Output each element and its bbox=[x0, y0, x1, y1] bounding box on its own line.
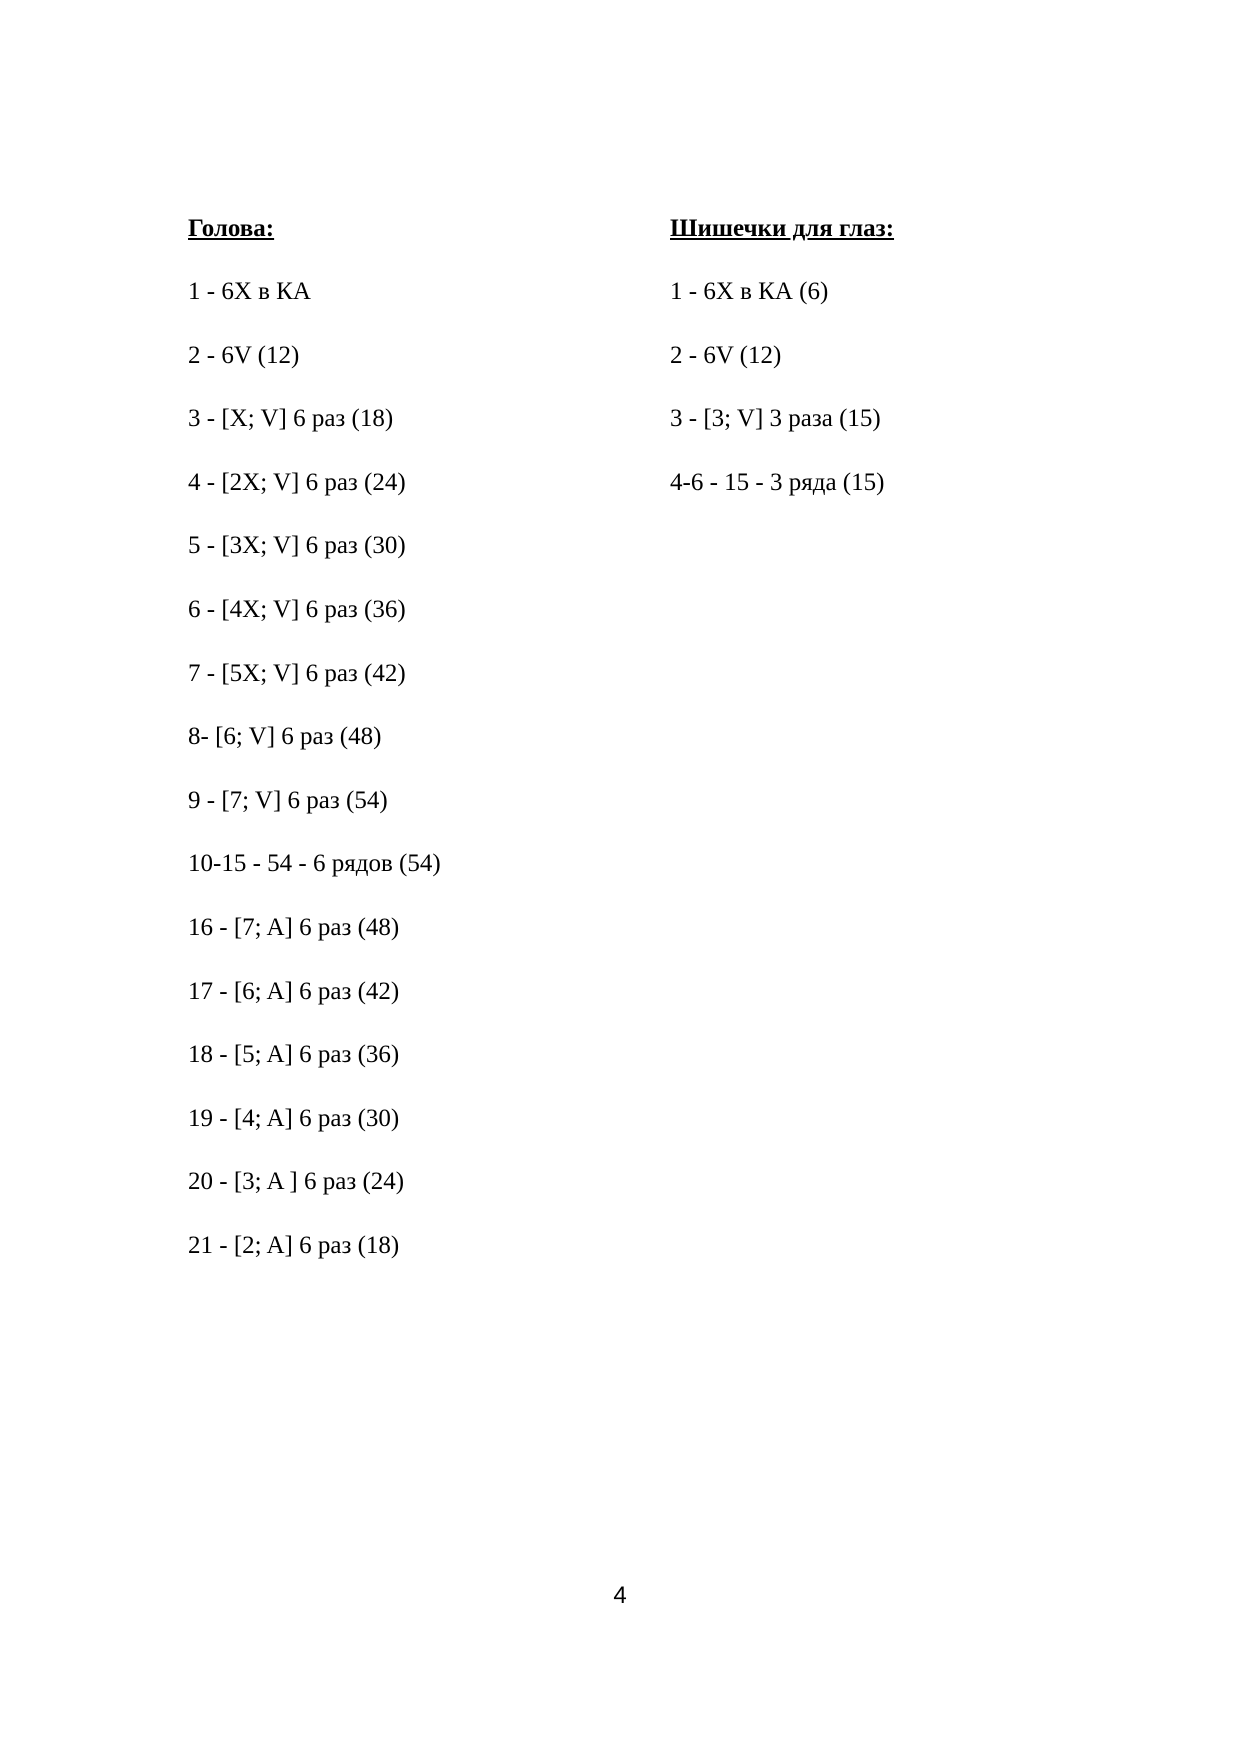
head-row-4: 4 - [2X; V] 6 раз (24) bbox=[188, 468, 406, 496]
head-row-8: 8- [6; V] 6 раз (48) bbox=[188, 723, 382, 751]
head-row-7: 7 - [5X; V] 6 раз (42) bbox=[188, 659, 406, 687]
eye-row-4-6: 4-6 - 15 - 3 ряда (15) bbox=[670, 468, 885, 496]
eye-bumps-pattern-column bbox=[670, 214, 1130, 531]
head-row-18: 18 - [5; A] 6 раз (36) bbox=[188, 1041, 400, 1069]
head-row-19: 19 - [4; A] 6 раз (30) bbox=[188, 1104, 400, 1132]
eye-row-2: 2 - 6V (12) bbox=[670, 341, 782, 369]
head-row-2: 2 - 6V (12) bbox=[188, 341, 300, 369]
head-row-3: 3 - [X; V] 6 раз (18) bbox=[188, 405, 394, 433]
head-row-16: 16 - [7; A] 6 раз (48) bbox=[188, 913, 400, 941]
head-row-1: 1 - 6X в КА bbox=[188, 278, 311, 305]
head-row-21: 21 - [2; A] 6 раз (18) bbox=[188, 1231, 400, 1259]
head-row-20: 20 - [3; A ] 6 раз (24) bbox=[188, 1168, 405, 1196]
page-number: 4 bbox=[613, 1582, 627, 1609]
head-section-title: Голова: bbox=[188, 215, 275, 242]
eye-section-title: Шишечки для глаз: bbox=[670, 215, 895, 242]
head-row-10-15: 10-15 - 54 - 6 рядов (54) bbox=[188, 850, 441, 878]
head-row-5: 5 - [3X; V] 6 раз (30) bbox=[188, 532, 406, 560]
head-pattern-column bbox=[188, 214, 608, 1295]
head-row-6: 6 - [4X; V] 6 раз (36) bbox=[188, 595, 406, 623]
head-row-17: 17 - [6; A] 6 раз (42) bbox=[188, 977, 400, 1005]
eye-row-1: 1 - 6X в КА (6) bbox=[670, 278, 829, 305]
eye-row-3: 3 - [3; V] 3 раза (15) bbox=[670, 405, 881, 433]
head-row-9: 9 - [7; V] 6 раз (54) bbox=[188, 786, 388, 814]
